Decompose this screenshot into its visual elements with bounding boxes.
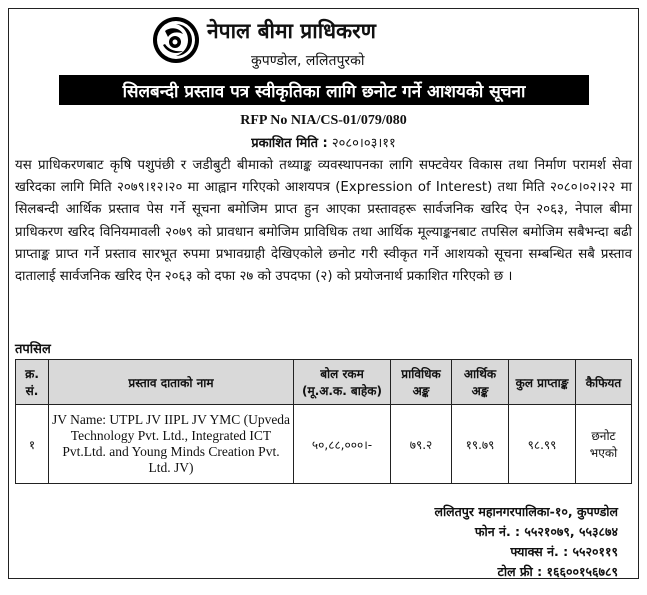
col-bidder: प्रस्ताव दाताको नाम (49, 360, 294, 405)
footer-tollfree: टोल फ्री : १६६००१५६७८९ (497, 564, 618, 579)
header (9, 13, 638, 73)
footer-phone: फोन नं. : ५५२१०७९, ५५३८७४ (474, 524, 618, 539)
org-address: कुपण्डोल, ललितपुरको (251, 53, 365, 69)
evaluation-table (15, 359, 632, 484)
footer-address: ललितपुर महानगरपालिका-१०, कुपण्डोल (434, 504, 618, 519)
published-value: २०८०।०३।११ (331, 136, 396, 151)
cell-total: ९८.९९ (509, 405, 576, 484)
footer-fax: फ्याक्स नं. : ५५२०११९ (510, 544, 618, 559)
col-remarks: कैफियत (576, 360, 632, 405)
cell-financial: १९.७९ (452, 405, 509, 484)
cell-remarks: छनोट भएको (576, 405, 632, 484)
col-total: कुल प्राप्ताङ्क (509, 360, 576, 405)
nia-logo-icon (151, 15, 201, 65)
org-name: नेपाल बीमा प्राधिकरण (207, 19, 376, 43)
cell-bidder: JV Name: UTPL JV IIPL JV YMC (Upveda Technology Pvt. Ltd., Integrated ICT Pvt.Ltd. and Young Minds Creation Pvt. Ltd. JV) (49, 405, 294, 484)
col-technical: प्राविधिक अङ्क (391, 360, 452, 405)
cell-sn: १ (16, 405, 49, 484)
col-financial: आर्थिक अङ्क (452, 360, 509, 405)
cell-technical: ७९.२ (391, 405, 452, 484)
col-sn: क्र. सं. (16, 360, 49, 405)
notice-body: यस प्राधिकरणबाट कृषि पशुपंछी र जडीबुटी बीमाको तथ्याङ्क व्यवस्थापनका लागि सफ्टवेयर विकास तथा निर्माण परामर्श सेवा खरिदका लागि मिति २०७९।१२।२० मा आह्वान गरिएको आशयपत्र (Expression of Interest) तथा मिति २०८०।०२।२२ मा सिलबन्दी आर्थिक प्रस्ताव पेस गर्ने सूचना बमोजिम प्राप्त हुन आएका प्रस्तावहरू सार्वजनिक खरिद ऐन २०६३, नेपाल बीमा प्राधिकरण खरिद विनियमावली २०७९ को प्रावधान बमोजिम प्राविधिक तथा आर्थिक मूल्याङ्कनबाट तपसिल बमोजिम सबैभन्दा बढी प्राप्ताङ्क प्राप्त गर्ने प्रस्ताव सारभूत रुपमा प्रभावग्राही देखिएकोले छनोट गरी स्वीकृत गर्ने आशयको सूचना सम्बन्धित सबै प्रस्ताव दाताला‌ई सार्वजनिक खरिद ऐन २०६३ को दफा २७ को उपदफा (२) को प्रयोजनार्थ प्रकाशित गरिएको छ । (15, 158, 632, 285)
schedule-label: तपसिल (15, 342, 51, 357)
published-date (9, 133, 638, 151)
notice-title: सिलबन्दी प्रस्ताव पत्र स्वीकृतिका लागि छनोट गर्ने आशयको सूचना (59, 75, 589, 105)
rfp-number: RFP No NIA/CS-01/079/080 (240, 113, 407, 128)
table-row (16, 405, 632, 484)
table-header-row (16, 360, 632, 405)
notice-page (8, 8, 639, 579)
published-label: प्रकाशित मिति : (251, 136, 328, 151)
col-bid-amount: बोल रकम (मू.अ.क. बाहेक) (294, 360, 391, 405)
cell-bid-amount: ५०,८८,०००।- (294, 405, 391, 484)
